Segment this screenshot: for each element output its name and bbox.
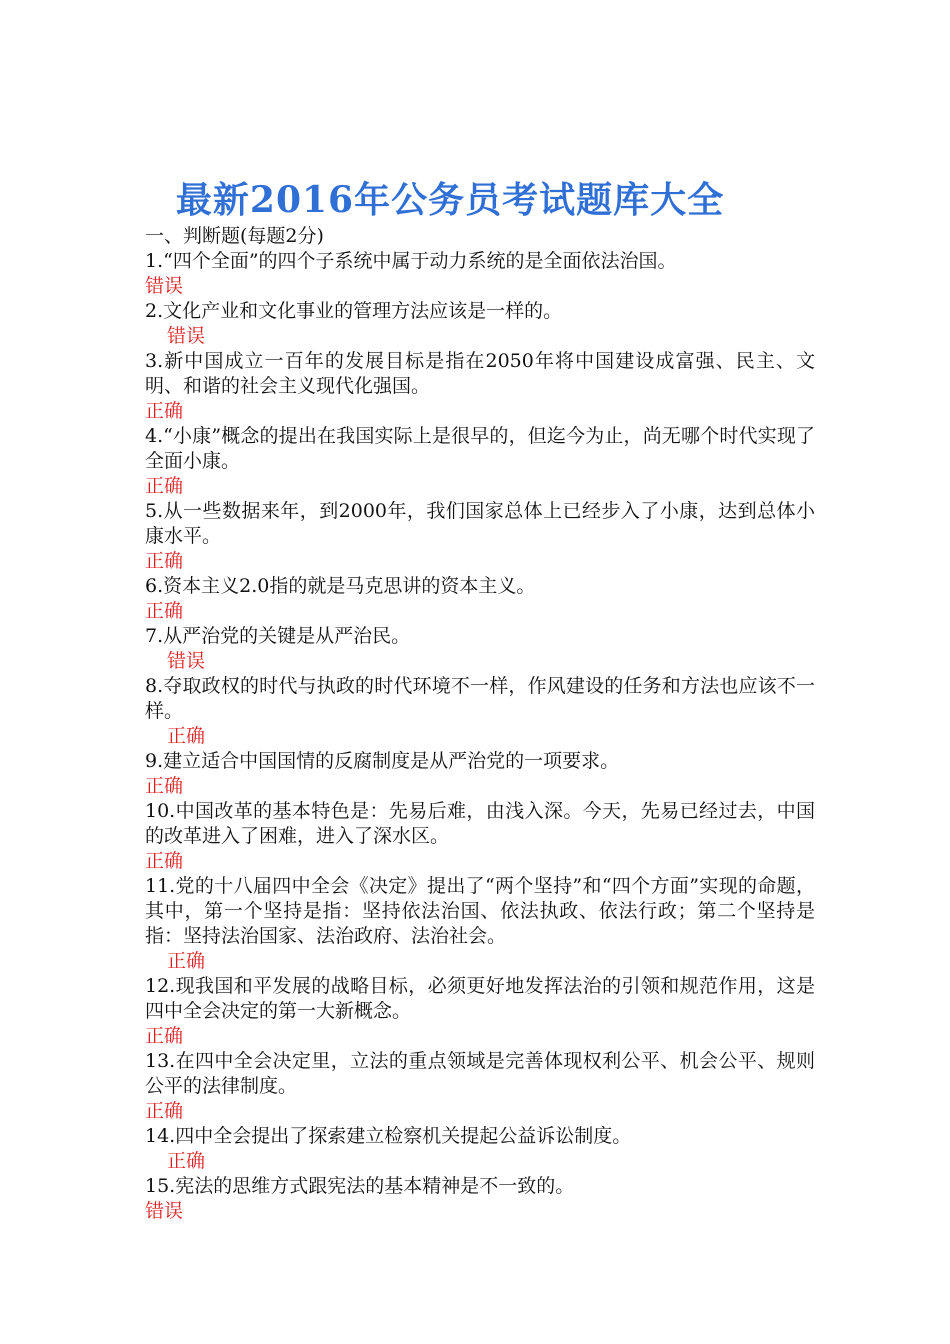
question-text: 3.新中国成立一百年的发展目标是指在2050年将中国建设成富强、民主、文明、和谐的社会主义现代化强国。 [145,350,815,397]
question-text: 2.文化产业和文化事业的管理方法应该是一样的。 [145,300,563,322]
answer-label: 错误 [145,1200,184,1222]
question-text: 10.中国改革的基本特色是：先易后难，由浅入深。今天，先易已经过去，中国的改革进入了困难，进入了深水区。 [145,800,815,847]
question-text: 11.党的十八届四中全会《决定》提出了“两个坚持”和“四个方面”实现的命题，其中，第一个坚持是指：坚持依法治国、依法执政、依法行政；第二个坚持是指：坚持法治国家、法治政府、法治社会。 [145,875,815,947]
question-text: 14.四中全会提出了探索建立检察机关提起公益诉讼制度。 [145,1125,632,1147]
question-text: 4.“小康”概念的提出在我国实际上是很早的，但迄今为止，尚无哪个时代实现了全面小康。 [145,425,815,472]
answer-label: 正确 [167,1150,206,1172]
answer-label: 正确 [145,550,184,572]
question-text: 5.从一些数据来年，到2000年，我们国家总体上已经步入了小康，达到总体小康水平。 [145,500,815,547]
answer-label: 正确 [145,400,184,422]
document-title: 最新2016年公务员考试题库大全 [175,179,725,221]
answer-label: 错误 [145,275,184,297]
question-text: 7.从严治党的关键是从严治民。 [145,625,411,647]
question-text: 12.现我国和平发展的战略目标，必须更好地发挥法治的引领和规范作用，这是四中全会决定的第一大新概念。 [145,975,815,1022]
answer-label: 正确 [145,475,184,497]
question-text: 15.宪法的思维方式跟宪法的基本精神是不一致的。 [145,1175,575,1197]
answer-label: 正确 [145,850,184,872]
question-text: 13.在四中全会决定里，立法的重点领域是完善体现权利公平、机会公平、规则公平的法律制度。 [145,1050,815,1097]
document-page [145,176,815,1224]
section-heading: 一、判断题(每题2分) [145,225,324,247]
question-text: 1.“四个全面”的四个子系统中属于动力系统的是全面依法治国。 [145,250,677,272]
answer-label: 正确 [167,950,206,972]
answer-label: 正确 [145,1100,184,1122]
question-text: 9.建立适合中国国情的反腐制度是从严治党的一项要求。 [145,750,620,772]
answer-label: 正确 [145,600,184,622]
answer-label: 错误 [167,650,206,672]
question-text: 8.夺取政权的时代与执政的时代环境不一样，作风建设的任务和方法也应该不一样。 [145,675,815,722]
answer-label: 正确 [145,775,184,797]
question-text: 6.资本主义2.0指的就是马克思讲的资本主义。 [145,575,536,597]
answer-label: 正确 [167,725,206,747]
answer-label: 错误 [167,325,206,347]
question-list [145,249,815,1224]
answer-label: 正确 [145,1025,184,1047]
